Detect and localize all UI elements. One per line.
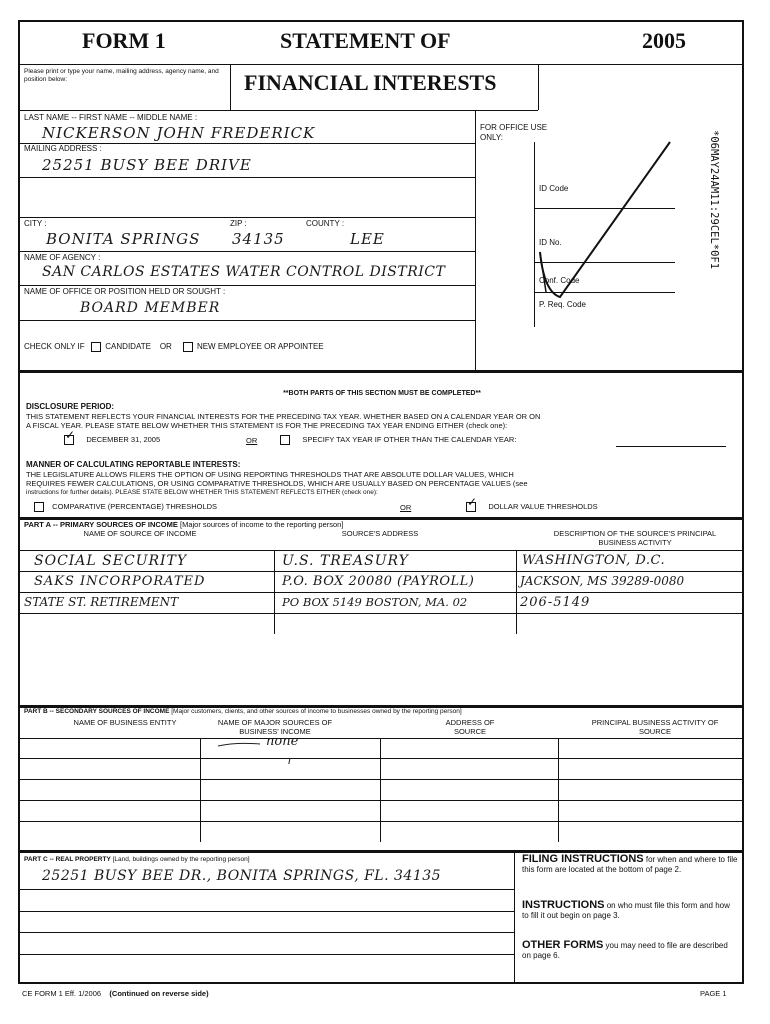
part-c-line2: [20, 911, 514, 912]
line-agency: [20, 285, 475, 286]
checkmark-icon: [520, 122, 700, 322]
part-a-row2-activity[interactable]: JACKSON, MS 39289-0080: [520, 574, 685, 588]
filing-title: FILING INSTRUCTIONS: [522, 853, 644, 865]
line-mail2: [20, 217, 475, 218]
county-label: COUNTY :: [306, 219, 345, 228]
part-b-line4: [20, 821, 744, 822]
part-b-heading-row: [24, 708, 462, 716]
part-b-col-line2: [380, 738, 381, 842]
or-label: OR: [159, 342, 172, 352]
part-b-line1: [20, 758, 744, 759]
dollar-option[interactable]: [466, 502, 598, 512]
received-stamp: [706, 130, 720, 310]
instructions-block: [522, 900, 738, 921]
part-b-line2: [20, 779, 744, 780]
county-value[interactable]: LEE: [350, 230, 385, 248]
mailing-value[interactable]: 25251 BUSY BEE DRIVE: [42, 156, 252, 174]
dollar-checkbox[interactable]: [466, 502, 476, 512]
part-a-row-line1: [20, 571, 744, 572]
part-b-line3: [20, 800, 744, 801]
city-label: CITY :: [24, 219, 47, 228]
title-line2: FINANCIAL INTERESTS: [244, 70, 497, 95]
part-a-row-line0: [20, 550, 744, 551]
specify-checkbox[interactable]: [280, 435, 290, 445]
part-b-col1: NAME OF BUSINESS ENTITY: [73, 718, 177, 727]
disclosure-divider: [20, 370, 744, 373]
period-text1: THIS STATEMENT REFLECTS YOUR FINANCIAL INTERESTS FOR THE PRECEDING TAX YEAR. WHETHER BASED ON A CALENDAR YEAR OR ON: [26, 412, 541, 421]
part-a-col2: SOURCE'S ADDRESS: [341, 529, 419, 538]
part-b-col2: NAME OF MAJOR SOURCES OF BUSINESS' INCOME: [217, 718, 333, 736]
specify-option[interactable]: [280, 435, 516, 445]
comparative-option[interactable]: [34, 502, 217, 512]
agency-label: NAME OF AGENCY :: [24, 253, 101, 262]
period-heading: DISCLOSURE PERIOD:: [26, 402, 115, 411]
part-b-line0: [20, 738, 744, 739]
instructions-title: INSTRUCTIONS: [522, 899, 605, 911]
filing-text: for when and where to file this form are located at the bottom of page 2.: [522, 855, 738, 874]
id-code-label: ID Code: [539, 184, 569, 193]
or-label-1: OR: [246, 436, 258, 445]
part-b-col3: ADDRESS OF SOURCE: [445, 718, 495, 736]
dec31-checkbox[interactable]: [64, 435, 74, 445]
part-a-row3-address[interactable]: PO BOX 5149 BOSTON, MA. 02: [282, 595, 468, 609]
part-a-col3: DESCRIPTION OF THE SOURCE'S PRINCIPAL BUSINESS ACTIVITY: [553, 529, 717, 547]
instructions-text: on who must file this form and how to fill it out begin on page 3.: [522, 901, 730, 920]
zip-label: ZIP :: [230, 219, 247, 228]
stamp-text: *06MAY24AM11:29CEL*0F1: [708, 130, 720, 270]
part-a-row-line2: [20, 592, 744, 593]
title-box-bottom: [20, 110, 538, 111]
candidate-label: CANDIDATE: [105, 342, 151, 352]
part-c-line1: [20, 889, 514, 890]
part-c-note: [Land, buildings owned by the reporting person]: [112, 856, 250, 863]
agency-value[interactable]: SAN CARLOS ESTATES WATER CONTROL DISTRICT: [42, 264, 446, 280]
part-a-col1: NAME OF SOURCE OF INCOME: [83, 529, 197, 538]
other-forms-text: you may need to file are described on page 6.: [522, 941, 728, 960]
part-a-note: [Major sources of income to the reporting person]: [180, 520, 344, 529]
part-b-heading: PART B -- SECONDARY SOURCES OF INCOME: [24, 708, 170, 715]
part-a-row3-name[interactable]: STATE ST. RETIREMENT: [24, 595, 179, 609]
office-box-left: [475, 110, 476, 370]
line-mail1: [20, 177, 475, 178]
part-c-heading-row: [24, 856, 250, 864]
city-value[interactable]: BONITA SPRINGS: [46, 230, 201, 248]
check-only-if: [24, 342, 324, 352]
header-divider: [20, 64, 744, 65]
title-line1: STATEMENT OF: [280, 28, 451, 53]
title-box-left: [230, 64, 231, 110]
other-forms-block: [522, 940, 738, 961]
manner-text2: REQUIRES FEWER CALCULATIONS, OR USING COMPARATIVE THRESHOLDS, WHICH ARE USUALLY BASED ON PERCENTAGE VALUES (see: [26, 479, 528, 488]
part-a-col-line2: [516, 550, 517, 634]
part-b-none[interactable]: none: [266, 734, 299, 749]
part-c-line4: [20, 954, 514, 955]
manner-heading: MANNER OF CALCULATING REPORTABLE INTERESTS:: [26, 460, 241, 469]
line-office: [20, 320, 475, 321]
zip-value[interactable]: 34135: [232, 230, 285, 248]
part-b-col-line3: [558, 738, 559, 842]
part-a-row1-name[interactable]: SOCIAL SECURITY: [34, 553, 188, 569]
form-year: 2005: [642, 28, 686, 53]
other-forms-title: OTHER FORMS: [522, 939, 604, 951]
part-a-row-line3: [20, 613, 744, 614]
title-box-right: [538, 64, 539, 110]
print-instruction: Please print or type your name, mailing address, agency name, and position below:: [24, 68, 219, 83]
part-b-col-line1: [200, 738, 201, 842]
specify-label: SPECIFY TAX YEAR IF OTHER THAN THE CALENDAR YEAR:: [302, 435, 517, 444]
line-city: [20, 251, 475, 252]
part-c-row1[interactable]: 25251 BUSY BEE DR., BONITA SPRINGS, FL. 34135: [42, 868, 442, 884]
footer-form-id: CE FORM 1 Eff. 1/2006: [22, 989, 102, 998]
part-a-row1-address[interactable]: U.S. TREASURY: [282, 553, 409, 569]
part-a-row3-activity[interactable]: 206-5149: [520, 595, 591, 610]
candidate-checkbox[interactable]: [91, 342, 101, 352]
id-no-label: ID No.: [539, 238, 562, 247]
footer-continued: (Continued on reverse side): [109, 989, 209, 998]
conf-code-label: Conf. Code: [539, 276, 580, 285]
specify-line: [616, 446, 726, 447]
dollar-label: DOLLAR VALUE THRESHOLDS: [488, 502, 598, 511]
comparative-label: COMPARATIVE (PERCENTAGE) THRESHOLDS: [52, 502, 218, 511]
filing-instructions: [522, 854, 738, 875]
dec31-label: DECEMBER 31, 2005: [86, 435, 161, 444]
period-text2: A FISCAL YEAR. PLEASE STATE BELOW WHETHER THIS STATEMENT IS FOR THE PRECEDING TAX YEAR ENDING EITHER (check one):: [26, 421, 508, 430]
office-use-label: FOR OFFICE USE ONLY:: [480, 123, 548, 142]
mailing-label: MAILING ADDRESS :: [24, 144, 102, 153]
office-value[interactable]: BOARD MEMBER: [80, 300, 221, 316]
new-employee-checkbox[interactable]: [183, 342, 193, 352]
manner-text1: THE LEGISLATURE ALLOWS FILERS THE OPTION OF USING REPORTING THRESHOLDS THAT ARE ABSOLUTE DOLLAR VALUES, WHICH: [26, 470, 514, 479]
name-label: LAST NAME -- FIRST NAME -- MIDDLE NAME :: [24, 113, 198, 122]
name-value[interactable]: NICKERSON JOHN FREDERICK: [42, 124, 316, 142]
part-b-col4: PRINCIPAL BUSINESS ACTIVITY OF SOURCE: [591, 718, 719, 736]
or-label-2: OR: [400, 503, 412, 512]
part-a-row2-name[interactable]: SAKS INCORPORATED: [34, 574, 206, 589]
part-a-col-line1: [274, 550, 275, 634]
form-number: FORM 1: [82, 28, 166, 53]
part-b-note: [Major customers, clients, and other sources of income to businesses owned by the reporting person]: [171, 708, 462, 715]
part-c-heading: PART C -- REAL PROPERTY: [24, 856, 111, 863]
part-a-heading-row: [24, 520, 343, 529]
form-frame: [18, 20, 744, 984]
check-only-if-label: CHECK ONLY IF: [24, 342, 85, 352]
manner-text3: instructions for further details). PLEASE STATE BELOW WHETHER THIS STATEMENT REFLECTS EITHER (check one):: [26, 489, 378, 496]
part-a-heading: PART A -- PRIMARY SOURCES OF INCOME: [24, 520, 178, 529]
part-c-col-line: [514, 850, 515, 984]
new-employee-label: NEW EMPLOYEE OR APPOINTEE: [196, 342, 324, 352]
footer-left: [22, 990, 209, 998]
dec31-option[interactable]: [64, 435, 160, 445]
p-req-code-label: P. Req. Code: [539, 300, 586, 309]
footer-page: PAGE 1: [700, 989, 727, 998]
office-label: NAME OF OFFICE OR POSITION HELD OR SOUGHT :: [24, 287, 226, 296]
comparative-checkbox[interactable]: [34, 502, 44, 512]
both-parts-note: **BOTH PARTS OF THIS SECTION MUST BE COMPLETED**: [283, 390, 481, 397]
part-a-row1-activity[interactable]: WASHINGTON, D.C.: [522, 553, 666, 568]
part-c-line3: [20, 932, 514, 933]
part-a-row2-address[interactable]: P.O. BOX 20080 (PAYROLL): [282, 574, 475, 589]
